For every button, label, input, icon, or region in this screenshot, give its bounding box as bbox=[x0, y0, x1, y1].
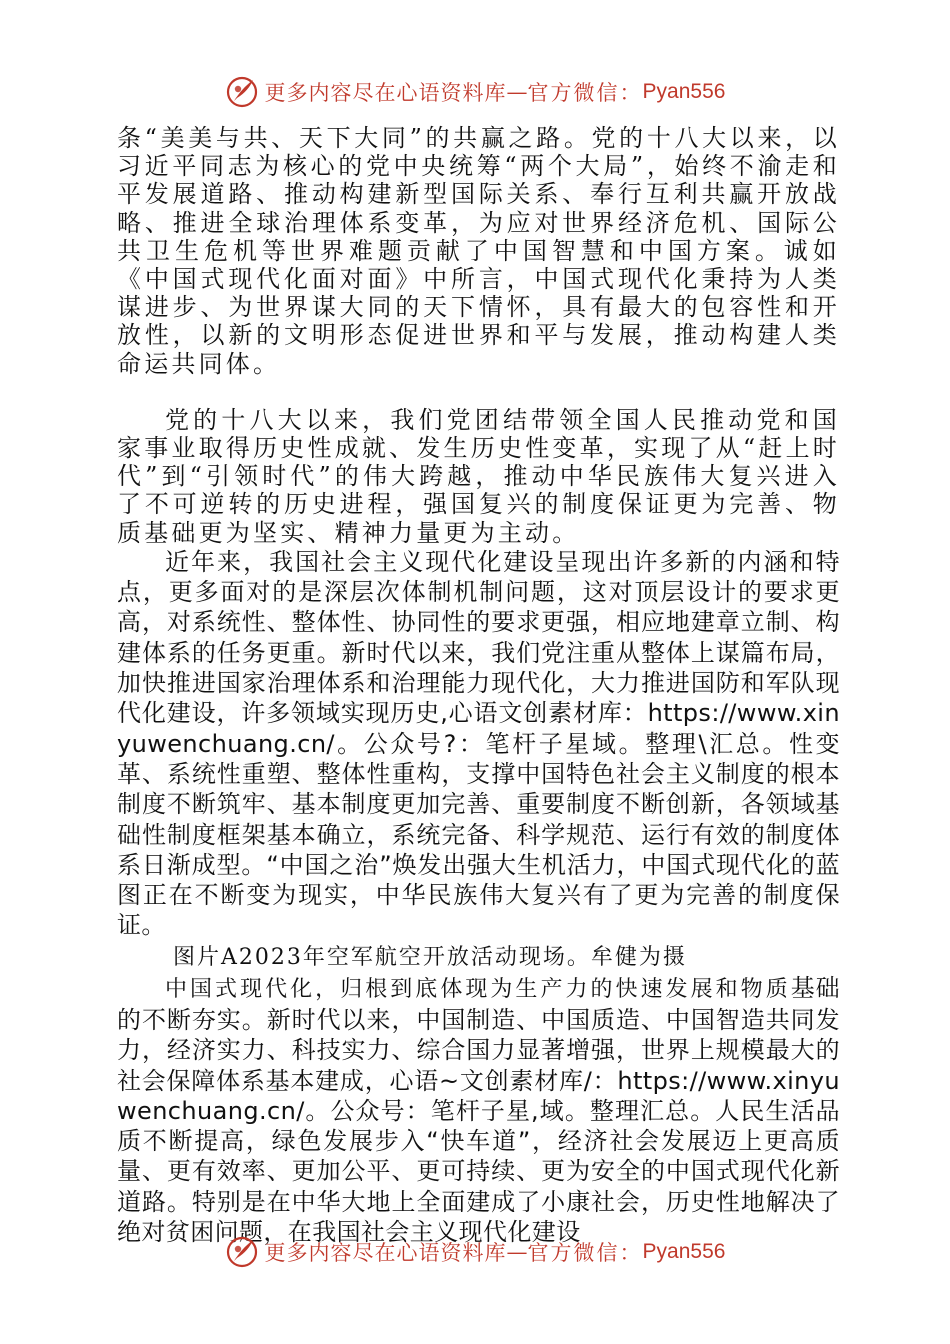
header-separator: — bbox=[506, 80, 528, 104]
footer-banner bbox=[0, 1232, 950, 1272]
paragraph-2: 党的十八大以来，我们党团结带领全国人民推动党和国家事业取得历史性成就、发生历史性变革，实现了从“赶上时代”到“引领时代”的伟大跨越，推动中华民族伟大复兴进入了不可逆转的历史进程，强国复兴的制度保证更为完善、物质基础更为坚实、精神力量更为主动。 bbox=[117, 405, 840, 547]
footer-wechat-id: Pyan556 bbox=[642, 1240, 726, 1263]
header-wechat-label: 官方微信： bbox=[527, 81, 643, 105]
paragraph-1: 条“美美与共、天下大同”的共赢之路。党的十八大以来，以习近平同志为核心的党中央统筹“两个大局”，始终不渝走和平发展道路、推动构建新型国际关系、奉行互利共赢开放战略、推进全球治理体系变革，为应对世界经济危机、国际公共卫生危机等世界难题贡献了中国智慧和中国方案。诚如《中国式现代化面对面》中所言，中国式现代化秉持为人类谋进步、为世界谋大同的天下情怀，具有最大的包容性和开放性，以新的文明形态促进世界和平与发展，推动构建人类命运共同体。 bbox=[117, 124, 840, 378]
footer-separator: — bbox=[506, 1240, 528, 1264]
paragraph-3: 近年来，我国社会主义现代化建设呈现出许多新的内涵和特点，更多面对的是深层次体制机制问题，这对顶层设计的要求更高，对系统性、整体性、协同性的要求更强，相应地建章立制、构建体系的任务更重。新时代以来，我们党注重从整体上谋篇布局，加快推进国家治理体系和治理能力现代化，大力推进国防和军队现代化建设，许多领域实现历史,心语文创素材库：https://www.xinyuwenchuang.cn/。公众号?：笔杆子星域。整理\汇总。性变革、系统性重塑、整体性重构，支撑中国特色社会主义制度的根本制度不断筑牢、基本制度更加完善、重要制度不断创新，各领域基础性制度框架基本确立，系统完备、科学规范、运行有效的制度体系日渐成型。“中国之治”焕发出强大生机活力，中国式现代化的蓝图正在不断变为现实，中华民族伟大复兴有了更为完善的制度保证。 bbox=[117, 547, 840, 940]
header-wechat-id: Pyan556 bbox=[642, 80, 726, 103]
footer-brand: 更多内容尽在心语资料库 bbox=[264, 1241, 507, 1265]
quill-circle-icon bbox=[225, 75, 259, 109]
document-body bbox=[117, 124, 840, 1247]
quill-circle-icon bbox=[225, 1235, 259, 1269]
footer-wechat-label: 官方微信： bbox=[527, 1241, 643, 1265]
header-banner bbox=[0, 72, 950, 112]
paragraph-4-rest: 基础的不断夯实。新时代以来，中国制造、中国质造、中国智造共同发力，经济实力、科技实力、综合国力显著增强，世界上规模最大的社会保障体系基本建成，心语~文创素材库/：https://www.xinyuwenchuang.cn/。公众号：笔杆子星,域。整理汇总。人民生活品质不断提高，绿色发展步入“快车道”，经济社会发展迈上更高质量、更有效率、更加公平、更可持续、更为安全的中国式现代化新道路。特别是在中华大地上全面建成了小康社会，历史性地解决了绝对贫困问题，在我国社会主义现代化建设 bbox=[117, 973, 840, 1247]
header-brand: 更多内容尽在心语资料库 bbox=[264, 81, 507, 105]
paragraph-4-lead: 中国式现代化，归根到底体现为生产力的快速发展和物质 bbox=[165, 976, 791, 1002]
image-caption: 图片A2023年空军航空开放活动现场。牟健为摄 bbox=[173, 944, 687, 970]
paragraph-4 bbox=[117, 973, 840, 1248]
